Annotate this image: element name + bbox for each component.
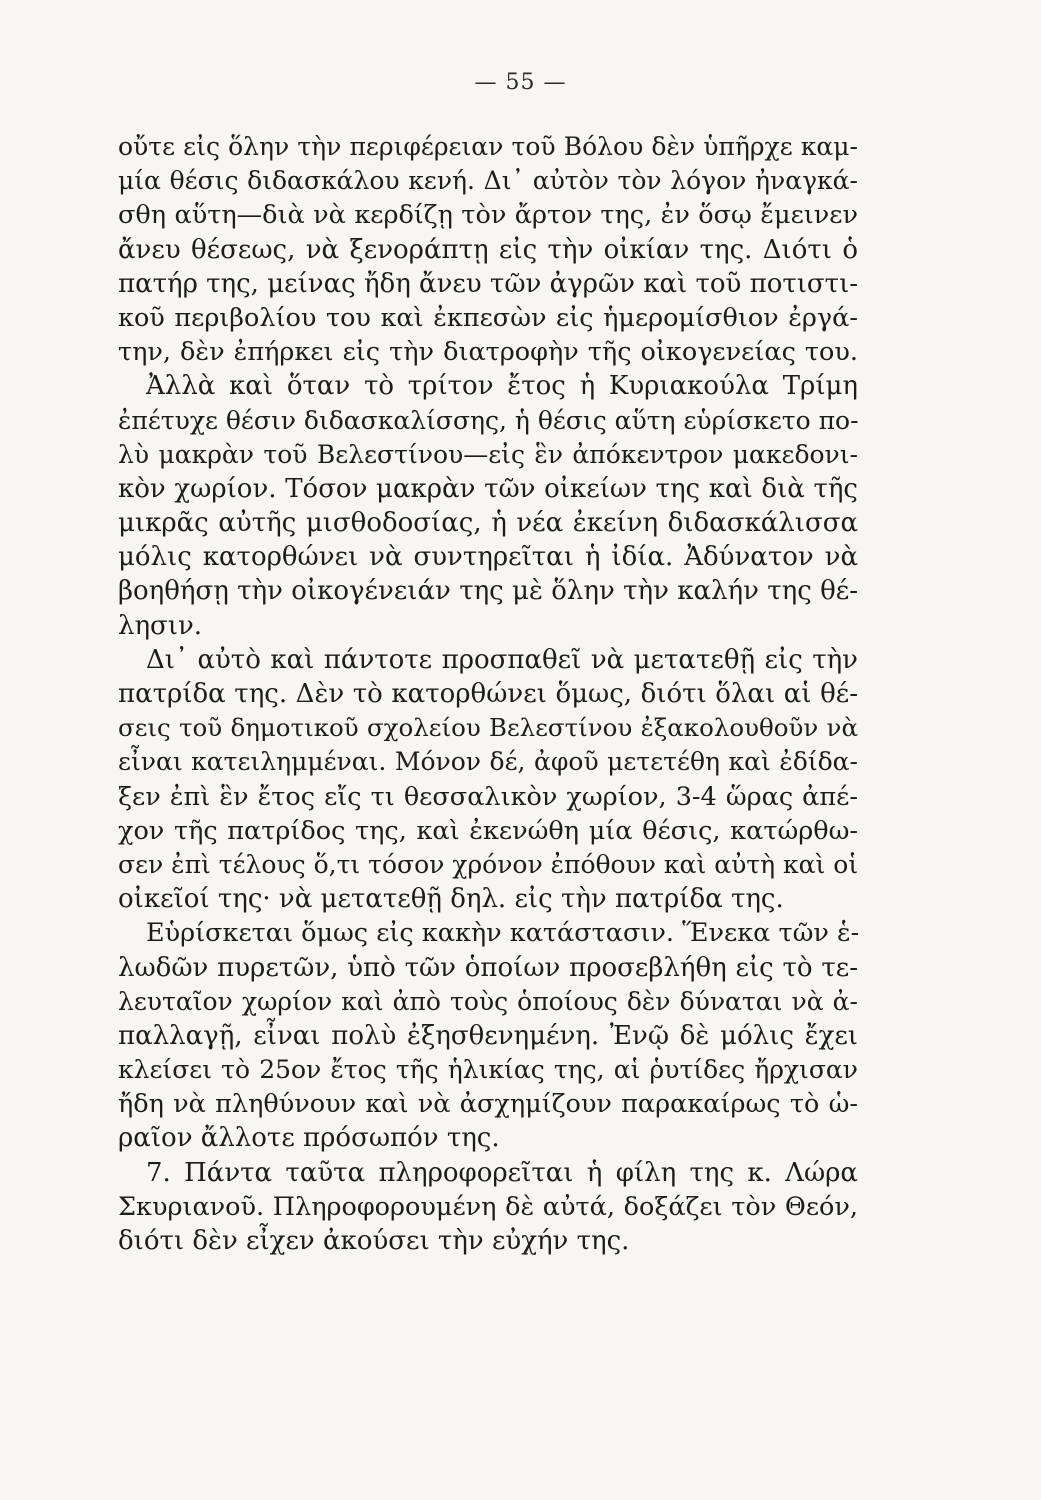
text-line: ἤδη νὰ πληθύνουν καὶ νὰ ἀσχημίζουν παρακαίρως τὸ ὡ- — [118, 1089, 858, 1120]
text-line: κὸν χωρίον. Τόσον μακρὰν τῶν οἰκείων της καὶ διὰ τῆς — [118, 473, 858, 504]
text-line: χον τῆς πατρίδος της, καὶ ἐκενώθη μία θέσις, κατώρθω- — [118, 815, 858, 846]
text-line: παλλαγῇ, εἶναι πολὺ ἐξησθενημένη. Ἐνῷ δὲ μόλις ἔχει — [118, 1020, 858, 1051]
text-line: Σκυριανοῦ. Πληροφορουμένη δὲ αὐτά, δοξάζει τὸν Θεόν, — [118, 1191, 858, 1222]
text-line: σεν ἐπὶ τέλους ὅ,τι τόσον χρόνον ἐπόθουν καὶ αὐτὴ καὶ οἱ — [118, 849, 859, 879]
text-line: λευταῖον χωρίον καὶ ἀπὸ τοὺς ὁποίους δὲν δύναται νὰ ἀ- — [118, 986, 858, 1016]
text-line: σεις τοῦ δημοτικοῦ σχολείου Βελεστίνου ἐξακολουθοῦν νὰ — [118, 713, 858, 743]
text-line: Δι᾽ αὐτὸ καὶ πάντοτε προσπαθεῖ νὰ μετατεθῇ εἰς τὴν — [146, 644, 858, 675]
text-line: σθη αὕτη—διὰ νὰ κερδίζῃ τὸν ἄρτον της, ἐν ὅσῳ ἔμεινεν — [118, 200, 858, 231]
text-line: κλείσει τὸ 25ον ἔτος τῆς ἡλικίας της, αἱ ῥυτίδες ἤρχισαν — [118, 1055, 858, 1085]
text-line: πατρίδα της. Δὲν τὸ κατορθώνει ὅμως, διότι ὅλαι αἱ θέ- — [118, 679, 858, 709]
text-line: 7. Πάντα ταῦτα πληροφορεῖται ἡ φίλη της κ. Λώρα — [146, 1157, 858, 1188]
text-line: λησιν. — [118, 610, 203, 641]
text-line: βοηθήσῃ τὴν οἰκογένειάν της μὲ ὅλην τὴν καλήν της θέ- — [118, 576, 858, 607]
text-line: πατήρ της, μείνας ἤδη ἄνευ τῶν ἀγρῶν καὶ τοῦ ποτιστι- — [118, 268, 859, 299]
text-line: την, δὲν ἐπήρκει εἰς τὴν διατροφὴν τῆς οἰκογενείας του. — [118, 337, 858, 368]
text-line: ἐπέτυχε θέσιν διδασκαλίσσης, ἡ θέσις αὕτη εὑρίσκετο πο- — [118, 405, 859, 435]
text-line: ραῖον ἄλλοτε πρόσωπόν της. — [118, 1123, 500, 1154]
text-line: λωδῶν πυρετῶν, ὑπὸ τῶν ὁποίων προσεβλήθη εἰς τὸ τε- — [118, 952, 858, 983]
text-line: οἰκεῖοί της· νὰ μετατεθῇ δηλ. εἰς τὴν πατρίδα της. — [118, 884, 784, 915]
text-line: μόλις κατορθώνει νὰ συντηρεῖται ἡ ἰδία. Ἀδύνατον νὰ — [118, 542, 858, 573]
text-line: λὺ μακρὰν τοῦ Βελεστίνου—εἰς ἓν ἀπόκεντρον μακεδονι- — [118, 439, 858, 469]
text-line: Εὑρίσκεται ὅμως εἰς κακὴν κατάστασιν. Ἕνεκα τῶν ἑ- — [146, 918, 860, 949]
text-line: μία θέσις διδασκάλου κενή. Δι᾽ αὐτὸν τὸν λόγον ἠναγκά- — [118, 166, 858, 196]
text-line: ξεν ἐπὶ ἓν ἔτος εἴς τι θεσσαλικὸν χωρίον, 3-4 ὥρας ἀπέ- — [118, 781, 858, 812]
text-line: οὔτε εἰς ὅλην τὴν περιφέρειαν τοῦ Βόλου δὲν ὑπῆρχε καμ- — [118, 132, 858, 161]
text-line: κοῦ περιβολίου του καὶ ἐκπεσὼν εἰς ἡμερομίσθιον ἐργά- — [118, 302, 858, 333]
body-text — [118, 130, 858, 1258]
page-number: — 55 — — [474, 70, 567, 95]
text-line: μικρᾶς αὐτῆς μισθοδοσίας, ἡ νέα ἐκείνη διδασκάλισσα — [118, 508, 858, 539]
text-line: εἶναι κατειλημμέναι. Μόνον δέ, ἀφοῦ μετετέθη καὶ ἐδίδα- — [118, 747, 858, 777]
text-line: Ἀλλὰ καὶ ὅταν τὸ τρίτον ἔτος ἡ Κυριακούλα Τρίμη — [146, 371, 858, 402]
text-line: ἄνευ θέσεως, νὰ ξενοράπτῃ εἰς τὴν οἰκίαν της. Διότι ὁ — [118, 234, 858, 265]
text-line: διότι δὲν εἶχεν ἀκούσει τὴν εὐχήν της. — [118, 1226, 630, 1256]
